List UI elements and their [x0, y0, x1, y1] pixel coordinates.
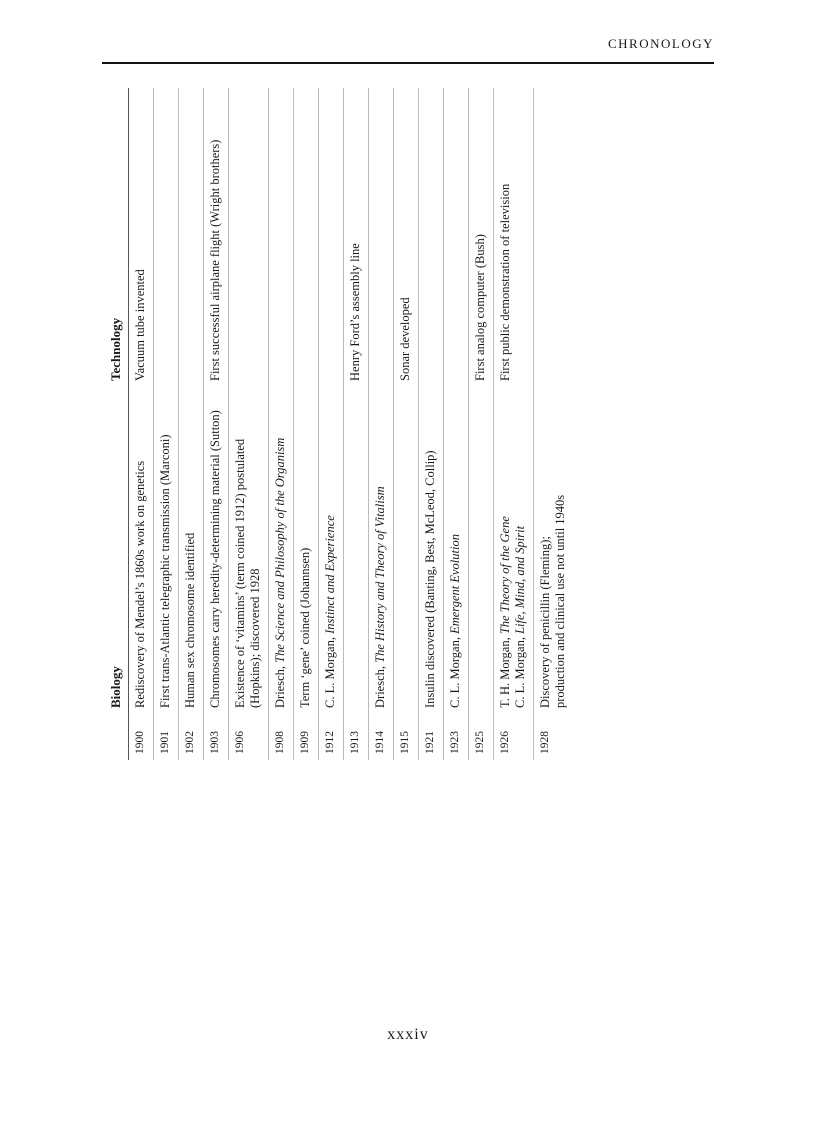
year-cell: 1921	[419, 714, 444, 760]
biology-text: C. L. Morgan,	[513, 633, 527, 708]
biology-text: Rediscovery of Mendel’s 1860s work on genetics	[133, 460, 147, 708]
biology-cell	[494, 387, 534, 714]
table-row	[534, 88, 574, 760]
table-row	[494, 88, 534, 760]
biology-text: Human sex chromosome identified	[183, 532, 197, 708]
biology-cell	[444, 387, 469, 714]
year-cell: 1908	[269, 714, 294, 760]
biology-text: Existence of ‘vitamins’ (term coined 1912) postulated (Hopkins); discovered 1928	[233, 438, 262, 708]
table-row	[204, 88, 229, 760]
biology-cell	[129, 387, 154, 714]
table-row	[319, 88, 344, 760]
biology-text: Driesch,	[373, 662, 387, 708]
technology-cell	[154, 88, 179, 387]
table-row	[229, 88, 269, 760]
header-rule	[102, 62, 714, 64]
biology-cell	[204, 387, 229, 714]
technology-cell: Henry Ford’s assembly line	[344, 88, 369, 387]
chronology-table	[102, 88, 573, 760]
technology-cell	[269, 88, 294, 387]
year-cell: 1903	[204, 714, 229, 760]
year-cell: 1925	[469, 714, 494, 760]
biology-cell	[229, 387, 269, 714]
book-title: The Theory of the Gene	[498, 516, 512, 635]
book-title: Instinct and Experience	[323, 515, 337, 634]
table-row	[394, 88, 419, 760]
page-number: xxxiv	[387, 1026, 429, 1043]
year-cell: 1926	[494, 714, 534, 760]
year-cell: 1912	[319, 714, 344, 760]
biology-text: C. L. Morgan,	[323, 633, 337, 708]
technology-cell	[419, 88, 444, 387]
biology-cell	[534, 387, 574, 714]
table-row	[444, 88, 469, 760]
year-cell: 1906	[229, 714, 269, 760]
book-title: Life, Mind, and Spirit	[513, 525, 527, 634]
book-title: Emergent Evolution	[448, 534, 462, 634]
table-row	[344, 88, 369, 760]
table-row	[469, 88, 494, 760]
year-cell: 1915	[394, 714, 419, 760]
year-cell: 1902	[179, 714, 204, 760]
technology-cell	[294, 88, 319, 387]
year-cell: 1909	[294, 714, 319, 760]
technology-cell	[369, 88, 394, 387]
biology-cell	[469, 387, 494, 714]
year-cell: 1900	[129, 714, 154, 760]
year-column-header	[102, 714, 129, 760]
technology-column-header: Technology	[102, 88, 129, 387]
table-row	[129, 88, 154, 760]
technology-cell	[534, 88, 574, 387]
biology-cell	[154, 387, 179, 714]
technology-cell	[444, 88, 469, 387]
year-cell: 1923	[444, 714, 469, 760]
table-row	[154, 88, 179, 760]
technology-cell: Sonar developed	[394, 88, 419, 387]
year-cell: 1901	[154, 714, 179, 760]
technology-cell: Vacuum tube invented	[129, 88, 154, 387]
table-header-row	[102, 88, 129, 760]
biology-cell	[179, 387, 204, 714]
technology-cell: First successful airplane flight (Wright brothers)	[204, 88, 229, 387]
biology-cell	[419, 387, 444, 714]
biology-text: First trans-Atlantic telegraphic transmission (Marconi)	[158, 434, 172, 708]
technology-cell	[229, 88, 269, 387]
table-row	[269, 88, 294, 760]
table-row	[369, 88, 394, 760]
table-body	[129, 88, 574, 760]
biology-cell	[294, 387, 319, 714]
biology-text: Discovery of penicillin (Fleming);	[538, 536, 552, 708]
biology-text: production and clinical use not until 1940s	[553, 494, 567, 708]
biology-cell	[269, 387, 294, 714]
technology-cell	[179, 88, 204, 387]
book-title: The Science and Philosophy of the Organism	[273, 437, 287, 663]
biology-cell	[344, 387, 369, 714]
year-cell: 1914	[369, 714, 394, 760]
rotated-table-wrapper	[102, 88, 714, 760]
book-title: The History and Theory of Vitalism	[373, 486, 387, 663]
biology-text: C. L. Morgan,	[448, 633, 462, 708]
biology-text: Term ‘gene’ coined (Johannsen)	[298, 547, 312, 708]
technology-cell: First public demonstration of television	[494, 88, 534, 387]
biology-cell	[394, 387, 419, 714]
table-row	[179, 88, 204, 760]
table-row	[419, 88, 444, 760]
biology-column-header: Biology	[102, 387, 129, 714]
biology-text: T. H. Morgan,	[498, 634, 512, 708]
chronology-table-area	[102, 88, 714, 760]
biology-text: Insulin discovered (Banting, Best, McLeod, Collip)	[423, 450, 437, 708]
technology-cell: First analog computer (Bush)	[469, 88, 494, 387]
biology-text: Driesch,	[273, 662, 287, 708]
year-cell: 1928	[539, 731, 551, 754]
biology-cell	[369, 387, 394, 714]
table-row	[294, 88, 319, 760]
year-cell: 1913	[344, 714, 369, 760]
technology-cell	[319, 88, 344, 387]
biology-cell	[319, 387, 344, 714]
running-head: CHRONOLOGY	[608, 36, 714, 51]
biology-text: Chromosomes carry heredity-determining material (Sutton)	[208, 410, 222, 708]
